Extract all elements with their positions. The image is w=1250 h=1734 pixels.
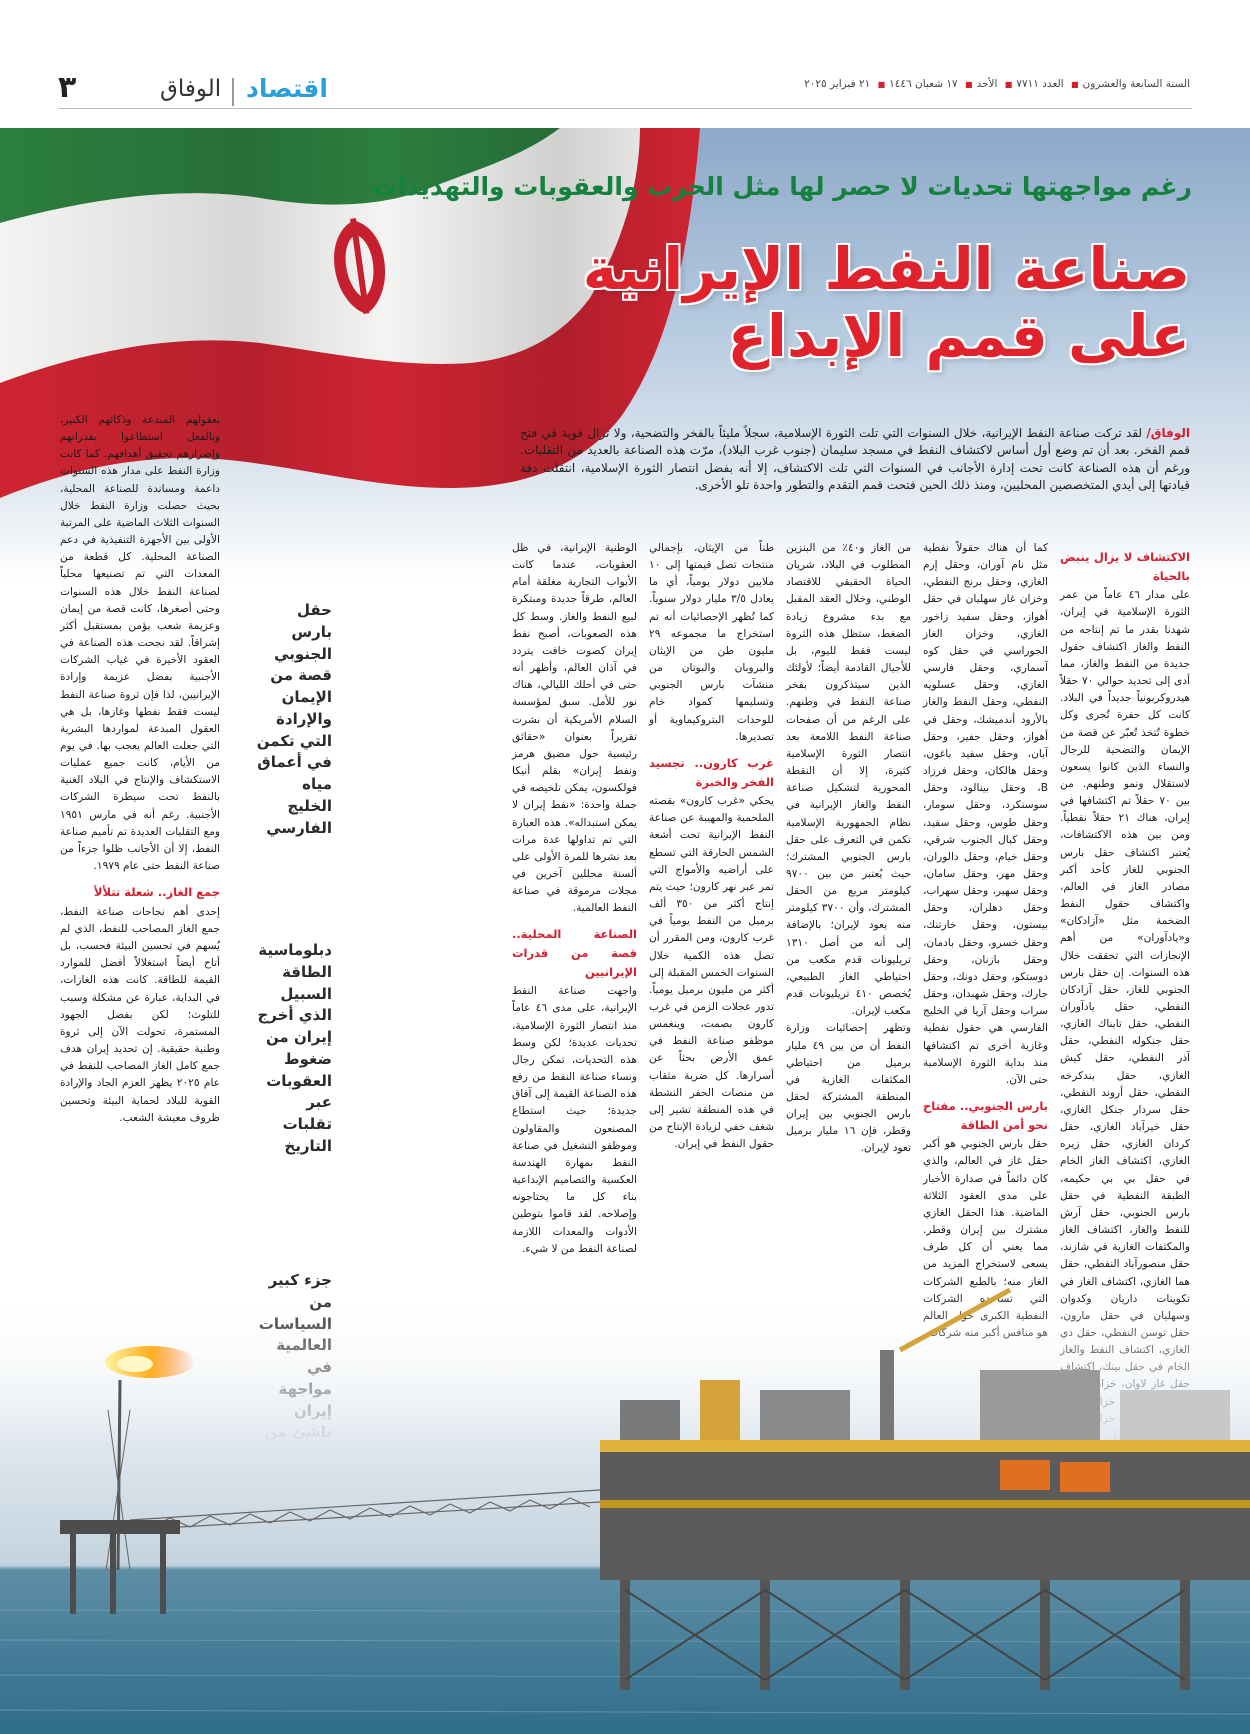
pull-quote: حقل بارس الجنوبي قصة من الإيمان والإرادة التي تكمن في أعماق مياه الخليج الفارسي — [256, 601, 332, 837]
issue-info — [804, 78, 1190, 90]
article-column-2 — [923, 540, 1048, 1288]
bullet-icon: ■ — [1004, 80, 1013, 89]
article-headline — [583, 236, 1190, 369]
article-kicker: رغم مواجهتها تحديات لا حصر لها مثل الحرب والعقوبات والتهديدات — [372, 172, 1192, 201]
article-column-3 — [786, 540, 912, 1155]
offshore-platform-image — [0, 1290, 1250, 1734]
subheading: الاكتشاف لا يزال ينبض بالحياة — [1060, 550, 1190, 583]
issue-hijri-date: ١٧ شعبان ١٤٤٦ — [889, 78, 958, 90]
issue-gregorian-date: ٢١ فبراير ٢٠٢٥ — [804, 78, 871, 90]
column-text: طناً من الإيثان، بإجمالي منتجات تصل قيمتها إلى ١٠ ملايين دولار يومياً، أي ما يعادل ٣/٥ مليار دولار سنوياً. كما تُظهر الإحصائيات أنه تم استخراج ما مجموعه ٢٩ مليون طن من الإيثان والبروبان والبوتان من منشآت بارس الجنوبي وتسليمها كمواد خام للوحدات البتروكيماوية أو تصديرها. — [649, 542, 774, 743]
column-text: إحدى أهم نجاحات صناعة النفط، جمع الغاز المصاحب للنفط، الذي لم يُسهم في تحسين البيئة فحسب، بل أتاح أيضاً استغلالاً أفضل للموارد القيمة للطاقة. كانت هذه الغازات، في البداية، عبارة عن مشكلة وسبب للتلوث؛ لكن بفضل الجهود المستمرة، تحولت الآن إلى ثروة وطنية حقيقية. إن تحديد إيران هدف جمع كامل الغاز المصاحب للنفط في عام ٢٠٢٥ يظهر العزم الجاد والإرادة القوية للبلاد لحماية البيئة وتحسين ظروف معيشة الشعب. — [60, 905, 220, 1124]
headline-line-2: على قمم الإبداع — [727, 301, 1190, 370]
column-text: كما أن هناك حقولاً نفطية مثل نام آوران، وحقل إرم الغازي، وحقل برنج النفطي، وخزان غاز سهليان في حقل أهواز، وحقل سفيد زاخور الغازي، وخزان الغاز الجوراسي في حقل كوه آسماري، وحقل فارسي الغازي، وحقل عسلويه النفطي، وحقل النفط والغاز بالأرود أندميشك، وحقل في أهواز، وحقل جفير، وحقل آبان، وحقل سفيد باغون، وحقل هالكان، وحقل فرزاد B، وحقل بينالود، وحقل سوسنكرد، وحقل سومار، وحقل طوس، وحقل سفيد، وحقل كبال الجنوب شرقي، وحقل خيام، وحقل دالوران، وحقل مهر، وحقل سامان، وحقل سهير، وحقل سهراب، وحقل دهلران، وحقل بيستون، وحقل خارتنك، وحقل خسرو، وحقل بادمان، وحقل بازنان، وحقل دوستكو، وحقل دونك، وحقل جارك، وحقل شهبدان، وحقل سراب وحقل آريا في الخليج الفارسي هي حقول نفطية وغازية أخرى تم اكتشافها منذ بداية الثورة الإسلامية حتى الآن. — [923, 542, 1048, 1086]
article-column-6 — [60, 412, 220, 1372]
column-text: على مدار ٤٦ عاماً من عمر الثورة الإسلامية في إيران، شهدنا بقدر ما تم إنتاجه من النفط والغاز اكتشاف حقول جديدة من النفط والغاز، مما أدى إلى تحديد حوالي ٧٠ حقلاً هيدروكربونياً جديداً في البلاد. كانت كل حفرة تُجرى وكل خطوة تُتخذ تُعبّر عن قصة من الإيمان والتضحية للرجال والنساء الذين كانوا يسعون لاستقلال ونمو وطنهم. من بين ٧٠ حقلاً تم اكتشافها في إيران، هناك ٢١ حقلاً نفطياً. ومن بين هذه الاكتشافات، يُعتبر اكتشاف حقل بارس الجنوبي للغاز كأحد أكبر مصادر الغاز في العالم، واكتشاف حقول النفط الضخمة مثل «آزادكان» و«يادآوران» من أهم الإنجازات التي تحققت خلال هذه السنوات. إن حقل بارس الجنوبي للغاز، حقل آزادكان النفطي، حقل يادآوران النفطي، حقل تابناك الغازي، حقل جنكوله النفطي، حقل آذر النفطي، حقل كيش الغازي، حقل بندكرخه النفطي، حقل أروند النفطي، حقل سردار جنكل الغازي، حقل خيرآباد الغازي، حقل كردان الغازي، حقل زيره الغازي، اكتشاف الغاز الخام في حقل بي بي حكيمه، الطبقة النفطية في حقل بارس الجنوبي، حقل آرش للنفط والغاز، اكتشاف الغاز والمكثفات الغازية في شازند، حقل منصورآباد النفطي، حقل هما الغازي، اكتشاف الغاز في — [1060, 589, 1191, 1288]
bullet-icon: ■ — [877, 80, 886, 89]
issue-day: الأحد — [976, 78, 998, 90]
page-number: ٣ — [58, 70, 77, 105]
column-text: يحكي «غرب كارون» بقصته الملحمية والمهيبة عن صناعة النفط الإيرانية تحت أشعة الشمس الحارقة التي تسطع على أراضيه والأمواج التي تمر عبر نهر كارون؛ حيث يتم إنتاج أكثر من ٣٥٠ ألف برميل من النفط يومياً في غرب كارون، ومن المقرر أن تصل هذه الكمية خلال السنوات الخمس المقبلة إلى أكثر من مليون برميل يومياً. تدور عجلات الزمن في غرب كارون بصمت، وينغمس موظفو صناعة النفط في عمق الأرض بحثاً عن أسرارها. كل ضربة مثقاب من منصات الحفر النشطة في هذه المنطقة تشير إلى شغف خفي لزيادة الإنتاج من حقول النفط في إيران. — [649, 795, 774, 1151]
bullet-icon: ■ — [964, 80, 973, 89]
newspaper-logo: الوفاق — [160, 76, 222, 102]
column-text: وتظهر إحصائيات وزارة النفط أن من بين ٤٩ مليار برميل من احتياطي المكثفات الغازية في المنطقة المشتركة لحقل بارس الجنوبي بين إيران وقطر، فإن ١٦ مليار برميل تعود لإيران. — [786, 1022, 911, 1155]
article-column-1 — [1060, 540, 1191, 1288]
article-lead — [520, 425, 1190, 495]
column-text: بعقولهم المبدعة وذكائهم الكبير، وبالفعل استطاعوا بقدراتهم وإصرارهم تحقيق أهدافهم. كما كانت وزارة النفط على مدار هذه السنوات داعمة ومساندة للصناعة المحلية، بحيث حصلت وزارة النفط خلال السنوات الثلاث الماضية على المرتبة الأولى بين الأجهزة التنفيذية في دعم الصناعة المحلية. كل قطعة من المعدات التي تم تصنيعها محلياً لصناعة النفط خلال هذه السنوات وحتى أصغرها، كانت قصة من إيمان وعزيمة شعب يؤمن بمستقبل أكثر إشراقاً. لقد نجحت هذه الصناعة في العقود الأخيرة في غياب الشركات الأجنبية بفضل عزيمة وإرادة الإيرانيين، لذا فإن ثروة صناعة النفط ليست فقط نفطها وغازها، بل هي العقول المبدعة لمواردها البشرية التي جعلت العالم يعجب بها. في يوم من الأيام، كانت جميع عمليات الاستكشاف والإنتاج في البلاد الغنية بالنفط تحت سيطرة الشركات الأجنبية. رغم أنه في مارس ١٩٥١ ومع التقلبات العديدة تم تأميم صناعة النفط، إلا أن الأجانب ظلوا جزءاً من صناعة النفط حتى عام ١٩٧٩. — [60, 414, 220, 873]
subheading: غرب كارون.. تجسيد الفخر والخبرة — [649, 755, 774, 789]
subheading: جمع الغاز.. شعلة تتلألأ — [93, 885, 220, 900]
article-column-4 — [649, 540, 774, 1151]
column-text: من الغاز و٤٠٪ من البنزين المطلوب في البلاد، شريان الحياة الحقيقي للاقتصاد الوطني، وخلال العقد المقبل مع بدء مشروع زيادة الضغط، ستظل هذه الثروة ليست فقط لليوم، بل للأجيال القادمة أيضاً؛ لأولئك الذين سيتذكرون بفخر صناعة النفط في وطنهم. على الرغم من أن صفحات صناعة النفط اللامعة بعد انتصار الثورة الإسلامية كثيرة، إلا أن النقطة المحورية لتشكيل صناعة النفط والغاز الإيرانية في نظام الجمهورية الإسلامية تكمن في التعرف على حقل بارس الجنوبي المشترك؛ حيث يُعتبر من بين ٩٧٠٠ كيلومتر مربع من الحقل المشترك، وأن ٣٧٠٠ كيلومتر منه يعود لإيران؛ بالإضافة إلى أنه من أصل ١٣١٠ تريليونات قدم مكعب من احتياطي الغاز الطبيعي، يُخصص ٤١٠ تريليونات قدم مكعب لإيران. — [786, 542, 912, 1018]
headline-line-1: صناعة النفط الإيرانية — [582, 235, 1190, 303]
bullet-icon: ■ — [1070, 80, 1079, 89]
column-text: الوطنية الإيرانية، في ظل العقوبات، عندما كانت الأبواب التجارية مغلقة أمام العالم، طرقاً جديدة ومبتكرة لبيع النفط والغاز. وسط كل هذه الصعوبات، أصبح نفط إيران كصوت خافت يتردد في آذان العالم، وأظهر أنه حتى في أحلك الليالي، هناك نور للأمل. سبق لمؤسسة السلام الأمريكية أن نشرت تقريراً بعنوان «حقائق رئيسية حول مضيق هرمز ونفط إيران» بقلم أنيكا فولكسون، يمكن تلخيصه في جملة واحدة: «نفط إيران لا يمكن استبداله». هذه العبارة التي تم تداولها عدة مرات بعد نشرها للمرة الأولى على ألسنة محللين آخرين في مجلات مرموقة في صناعة النفط العالمية. — [512, 542, 637, 915]
header-divider — [232, 78, 234, 106]
pull-quote: جزء كبير — [268, 1271, 332, 1289]
pull-quote: دبلوماسية الطاقة السبيل الذي أخرج إيران من ضغوط العقوبات عبر تقلبات التاريخ — [257, 941, 332, 1155]
subheading: الصناعة المحلية.. قصة من قدرات الإيرانيين — [512, 927, 637, 979]
issue-year: السنة السابعة والعشرون — [1082, 78, 1190, 90]
lead-source: الوفاق/ — [1146, 426, 1190, 440]
issue-number: العدد ٧٧١١ — [1016, 78, 1064, 90]
page-header — [0, 0, 1250, 112]
article-column-5 — [512, 540, 637, 1255]
subheading: بارس الجنوبي.. مفتاح نحو أمن الطاقة — [923, 1099, 1048, 1132]
column-text: واجهت صناعة النفط الإيرانية، على مدى ٤٦ عاماً منذ انتصار الثورة الإسلامية، تحديات عديدة؛ لكن وسط هذه التحديات، تمكن رجال ونساء صناعة النفط من رفع هذه الصناعة القيمة إلى آفاق جديدة؛ حيث استطاع المصنعون والمقاولون وموظفو التشغيل في صناعة النفط بمهارة الهندسة العكسية والتصاميم الإبداعية بناء كل ما يحتاجونه وإصلاحه. لقد قاموا بتوطين الأدوات والمعدات اللازمة لصناعة النفط من لا شيء. — [512, 985, 637, 1255]
header-rule — [58, 108, 1192, 109]
lead-text: لقد تركت صناعة النفط الإيرانية، خلال السنوات التي تلت الثورة الإسلامية، سجلاً مليئاً بالفخر والتضحية، ولا تزال قوية في فتح قمم الفخر. بعد أن تم وضع أول أساس لاكتشاف النفط في مسجد سليمان (جنوب غرب البلاد)، مرّت هذه الصناعة بالعديد من التقلبات. ورغم أن هذه الصناعة كانت تحت إدارة الأجانب في السنوات التي تلت الاكتشاف، إلا أنه بفضل انتصار الثورة الإسلامية، انتقلت دفة قيادتها إلى أيدي المتخصصين المحليين، ومنذ ذلك الحين فتحت قمم التقدم والتطور واحدة تلو الأخرى. — [520, 426, 1190, 493]
column-text: حقل بارس الجنوبي هو أكبر حقل غاز في العالم، والذي كان دائماً في صدارة الأخبار على مدى العقود الثلاثة الماضية. هذا الحقل الغازي مشترك بين إيران وقطر. مما يعني أن كل طرف يسعى لاستخراج المزيد من الغاز منه؛ بالطبع الشركات — [923, 1138, 1048, 1288]
offshore-platform-illustration — [0, 1290, 1250, 1734]
section-title: اقتصاد — [246, 74, 328, 103]
